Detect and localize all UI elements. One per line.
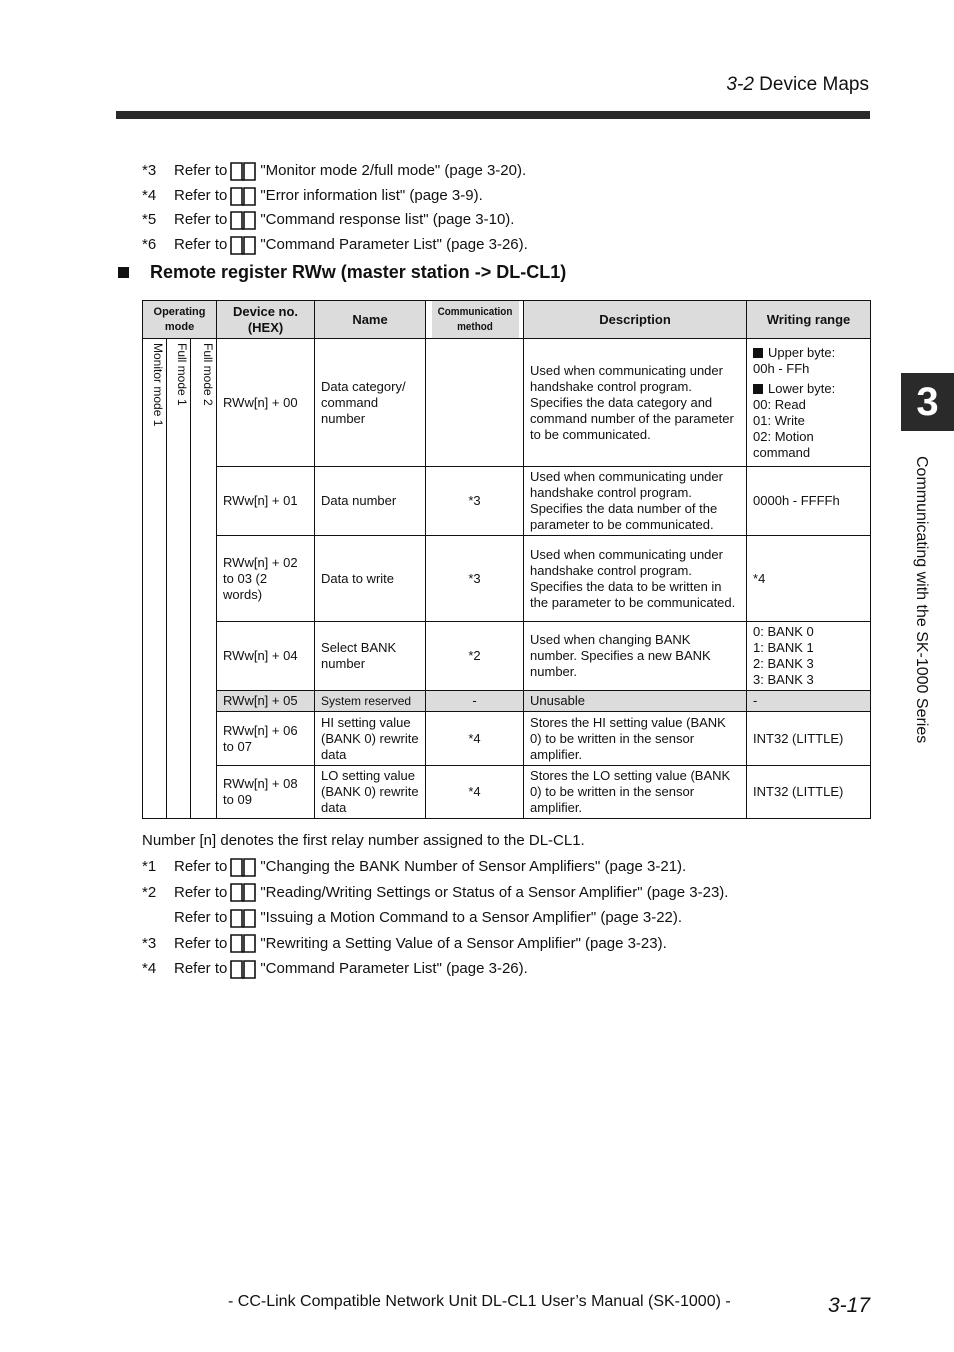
mode-full-2: Full mode 2: [191, 339, 217, 819]
range-lower: [753, 381, 864, 397]
description-cell: Stores the HI setting value (BANK 0) to be written in the sensor amplifier.: [524, 712, 747, 766]
note-refer: Refer to: [174, 858, 228, 875]
mode-monitor-1: Monitor mode 1: [143, 339, 167, 819]
header-name: Name: [315, 301, 426, 339]
table-row: [143, 536, 871, 622]
device-cell: RWw[n] + 02 to 03 (2 words): [217, 536, 315, 622]
device-cell: RWw[n] + 06 to 07: [217, 712, 315, 766]
relay-number-note: Number [n] denotes the first relay number assigned to the DL-CL1.: [142, 832, 585, 849]
section-title-text: Remote register RWw (master station -> DL-CL1): [150, 262, 567, 282]
book-icon: [230, 933, 256, 953]
range-cell: [747, 339, 871, 467]
note-text: "Command Parameter List" (page 3-26).: [260, 960, 528, 977]
range-upper: [753, 345, 864, 361]
top-notes: [142, 159, 528, 257]
note-text: "Rewriting a Setting Value of a Sensor Amplifier" (page 3-23).: [260, 934, 667, 952]
section-title: [118, 262, 566, 283]
chapter-side-title: Communicating with the SK-1000 Series: [913, 456, 930, 744]
note-refer: Refer to: [174, 235, 228, 253]
note-text: "Reading/Writing Settings or Status of a Sensor Amplifier" (page 3-23).: [260, 883, 729, 901]
range-cell: -: [747, 691, 871, 712]
comm-cell: *3: [426, 536, 524, 622]
header-communication-method: Communication method: [430, 301, 518, 339]
note-line: [142, 905, 728, 931]
range-cell: *4: [747, 536, 871, 622]
note-refer: Refer to: [174, 909, 228, 926]
device-cell: RWw[n] + 00: [217, 339, 315, 467]
note-line: [142, 956, 728, 982]
bottom-notes: [142, 828, 728, 982]
range-upper-label: Upper byte:: [768, 344, 836, 360]
book-icon: [230, 908, 256, 928]
description-cell: Stores the LO setting value (BANK 0) to be written in the sensor amplifier.: [524, 766, 747, 819]
header-title: [726, 74, 869, 96]
description-cell: Used when communicating under handshake control program. Specifies the data number of the parameter to be communicated.: [524, 467, 747, 536]
table-row: [143, 712, 871, 766]
name-cell: System reserved: [315, 691, 426, 712]
device-cell: RWw[n] + 01: [217, 467, 315, 536]
header-section-number: 3-2: [726, 74, 754, 95]
note-line: [142, 854, 728, 880]
range-lower-value: 00: Read: [753, 396, 806, 412]
name-cell: Data number: [315, 467, 426, 536]
note-refer: Refer to: [174, 186, 228, 204]
note-line: [142, 159, 528, 184]
table-row: [143, 622, 871, 691]
page-number: 3-17: [827, 1294, 870, 1317]
black-square-bullet-icon: [118, 267, 129, 278]
header-device-no: Device no. (HEX): [217, 301, 315, 339]
book-icon: [230, 857, 256, 877]
header-rule: [116, 111, 870, 119]
book-icon: [230, 882, 256, 902]
note-refer: Refer to: [174, 211, 228, 228]
name-cell: Select BANK number: [315, 622, 426, 691]
note-refer: Refer to: [174, 162, 228, 179]
range-line: 1: BANK 1: [753, 640, 814, 655]
book-icon: [230, 959, 256, 979]
header-section-title: Device Maps: [759, 74, 869, 95]
header-writing-range: Writing range: [747, 301, 871, 339]
note-mark: *6: [142, 235, 157, 253]
description-cell: Used when changing BANK number. Specifies a new BANK number.: [524, 622, 747, 691]
table-header-row: [143, 301, 871, 339]
note-line: [142, 233, 528, 258]
note-mark: *4: [142, 960, 157, 977]
range-cell: INT32 (LITTLE): [747, 766, 871, 819]
range-cell: 0000h - FFFFh: [747, 467, 871, 536]
note-line: [142, 184, 528, 209]
note-text: "Issuing a Motion Command to a Sensor Amplifier" (page 3-22).: [260, 909, 683, 926]
note-text: "Command Parameter List" (page 3-26).: [260, 235, 528, 253]
range-line: 0: BANK 0: [753, 624, 814, 639]
note-line: [142, 208, 528, 233]
description-cell: Used when communicating under handshake control program. Specifies the data category and command number of the parameter to be communicated.: [524, 339, 747, 467]
table-row: [143, 339, 871, 467]
device-cell: RWw[n] + 08 to 09: [217, 766, 315, 819]
note-mark: *5: [142, 211, 157, 228]
register-table: [142, 300, 871, 819]
range-lower-value: 02: Motion command: [753, 428, 814, 460]
range-line: 3: BANK 3: [753, 672, 814, 687]
chapter-tab: 3: [901, 373, 954, 431]
name-cell: HI setting value (BANK 0) rewrite data: [315, 712, 426, 766]
book-icon: [230, 210, 256, 230]
range-upper-value: 00h - FFh: [753, 360, 810, 376]
header-operating-mode: Operating mode: [143, 301, 217, 339]
table-row: [143, 766, 871, 819]
device-cell: RWw[n] + 04: [217, 622, 315, 691]
note-mark: *3: [142, 934, 157, 952]
book-icon: [230, 161, 256, 181]
range-line: 2: BANK 3: [753, 656, 814, 671]
name-cell: LO setting value (BANK 0) rewrite data: [315, 766, 426, 819]
black-square-icon: [753, 384, 763, 394]
note-refer: Refer to: [174, 934, 228, 952]
book-icon: [230, 235, 256, 255]
name-cell: Data to write: [315, 536, 426, 622]
note-mark: *2: [142, 883, 157, 901]
note-refer: Refer to: [174, 883, 228, 901]
note-text: "Error information list" (page 3-9).: [260, 186, 483, 204]
note-mark: *1: [142, 858, 157, 875]
comm-cell: -: [426, 691, 524, 712]
note-line: [142, 880, 728, 906]
note-mark: *4: [142, 186, 157, 204]
mode-full-1: Full mode 1: [167, 339, 191, 819]
comm-cell: [426, 339, 524, 467]
note-line: [142, 931, 728, 957]
table-row-reserved: [143, 691, 871, 712]
book-icon: [230, 186, 256, 206]
table-row: [143, 467, 871, 536]
range-lower-value: 01: Write: [753, 412, 805, 428]
note-refer: Refer to: [174, 960, 228, 977]
description-cell: Used when communicating under handshake control program. Specifies the data to be written in the parameter to be communicated.: [524, 536, 747, 622]
note-text: "Changing the BANK Number of Sensor Amplifiers" (page 3-21).: [260, 858, 687, 875]
footer-manual-title: - CC-Link Compatible Network Unit DL-CL1 User’s Manual (SK-1000) -: [228, 1293, 731, 1310]
note-text: "Monitor mode 2/full mode" (page 3-20).: [260, 162, 527, 179]
range-cell: [747, 622, 871, 691]
comm-cell: *3: [426, 467, 524, 536]
comm-cell: *2: [426, 622, 524, 691]
black-square-icon: [753, 348, 763, 358]
comm-cell: *4: [426, 766, 524, 819]
description-cell: Unusable: [524, 691, 747, 712]
note-mark: *3: [142, 162, 157, 179]
note-text: "Command response list" (page 3-10).: [260, 211, 515, 228]
range-cell: INT32 (LITTLE): [747, 712, 871, 766]
device-cell: RWw[n] + 05: [217, 691, 315, 712]
comm-cell: *4: [426, 712, 524, 766]
name-cell: Data category/ command number: [315, 339, 426, 467]
range-lower-label: Lower byte:: [768, 380, 836, 396]
header-description: Description: [524, 301, 747, 339]
